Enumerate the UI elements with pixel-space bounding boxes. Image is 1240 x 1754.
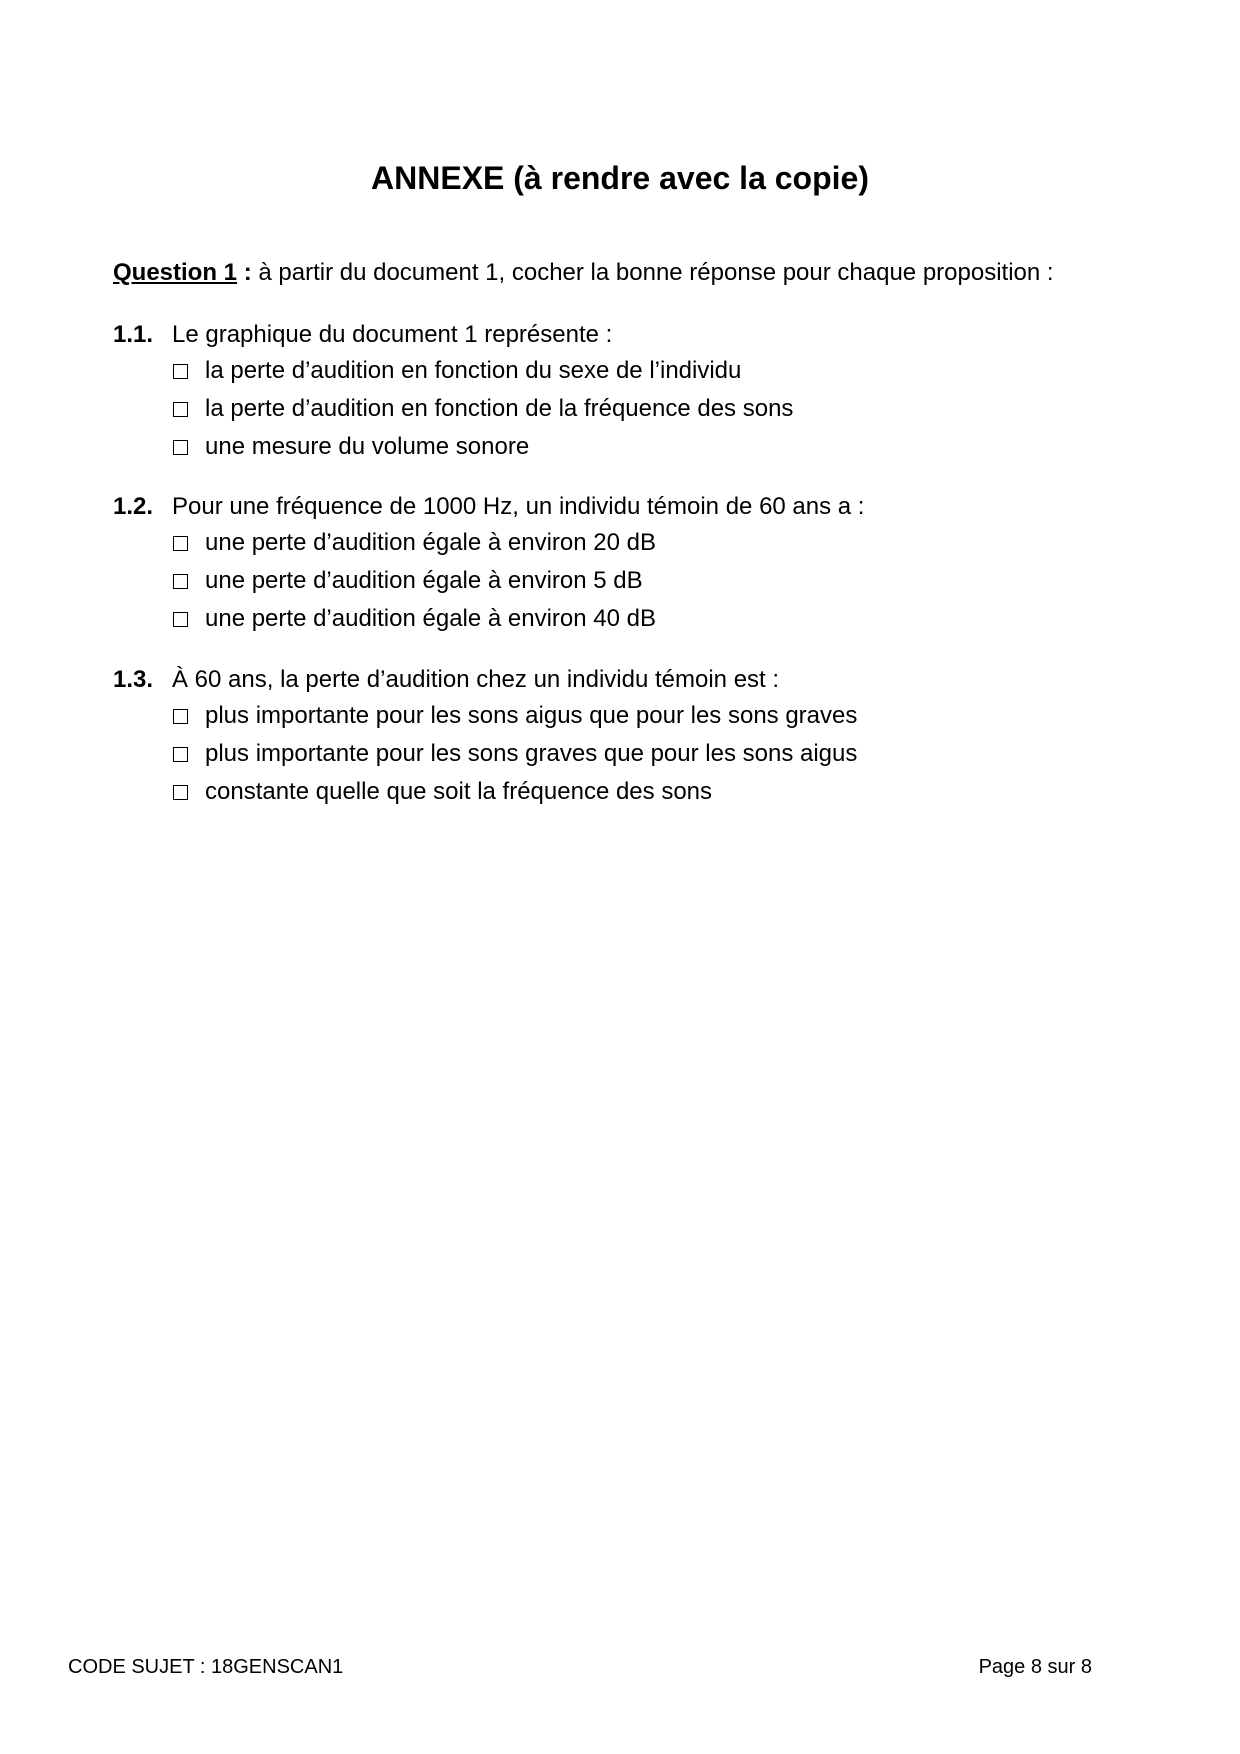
question-prompt: Le graphique du document 1 représente : <box>172 321 613 348</box>
question-number: 1.2. <box>113 493 154 520</box>
answer-option[interactable] <box>173 600 864 638</box>
checkbox-icon[interactable] <box>173 574 188 589</box>
question-prompt: À 60 ans, la perte d’audition chez un individu témoin est : <box>172 666 780 693</box>
answer-option[interactable] <box>173 697 857 735</box>
question-intro <box>113 258 1054 288</box>
checkbox-icon[interactable] <box>173 612 188 627</box>
option-label: la perte d’audition en fonction de la fréquence des sons <box>205 395 794 422</box>
checkbox-icon[interactable] <box>173 785 188 800</box>
answer-option[interactable] <box>173 428 793 466</box>
question-1-1 <box>113 318 793 466</box>
checkbox-icon[interactable] <box>173 364 188 379</box>
answer-option[interactable] <box>173 562 864 600</box>
checkbox-icon[interactable] <box>173 536 188 551</box>
option-label: plus importante pour les sons aigus que pour les sons graves <box>205 702 858 729</box>
checkbox-icon[interactable] <box>173 402 188 417</box>
checkbox-icon[interactable] <box>173 709 188 724</box>
question-label-separator: : <box>237 259 252 286</box>
question-1-2 <box>113 490 864 638</box>
answer-option[interactable] <box>173 773 857 811</box>
question-instruction: à partir du document 1, cocher la bonne réponse pour chaque proposition : <box>251 259 1054 286</box>
option-label: plus importante pour les sons graves que pour les sons aigus <box>205 740 858 767</box>
question-prompt: Pour une fréquence de 1000 Hz, un individu témoin de 60 ans a : <box>172 493 865 520</box>
footer-page-number: Page 8 sur 8 <box>978 1656 1092 1678</box>
option-label: une perte d’audition égale à environ 20 dB <box>205 529 657 556</box>
checkbox-icon[interactable] <box>173 747 188 762</box>
checkbox-icon[interactable] <box>173 440 188 455</box>
question-number: 1.1. <box>113 321 154 348</box>
question-number: 1.3. <box>113 666 154 693</box>
option-list <box>173 697 857 811</box>
page-title: ANNEXE (à rendre avec la copie) <box>371 160 869 196</box>
option-label: une perte d’audition égale à environ 5 dB <box>205 567 643 594</box>
option-label: une perte d’audition égale à environ 40 dB <box>205 605 657 632</box>
answer-option[interactable] <box>173 352 793 390</box>
option-label: la perte d’audition en fonction du sexe de l’individu <box>205 357 742 384</box>
footer-subject-code: CODE SUJET : 18GENSCAN1 <box>68 1656 344 1678</box>
option-label: constante quelle que soit la fréquence des sons <box>205 778 713 805</box>
answer-option[interactable] <box>173 390 793 428</box>
question-label: Question 1 <box>113 259 238 286</box>
option-list <box>173 524 864 638</box>
option-list <box>173 352 793 466</box>
answer-option[interactable] <box>173 735 857 773</box>
answer-option[interactable] <box>173 524 864 562</box>
question-1-3 <box>113 663 857 811</box>
option-label: une mesure du volume sonore <box>205 433 530 460</box>
